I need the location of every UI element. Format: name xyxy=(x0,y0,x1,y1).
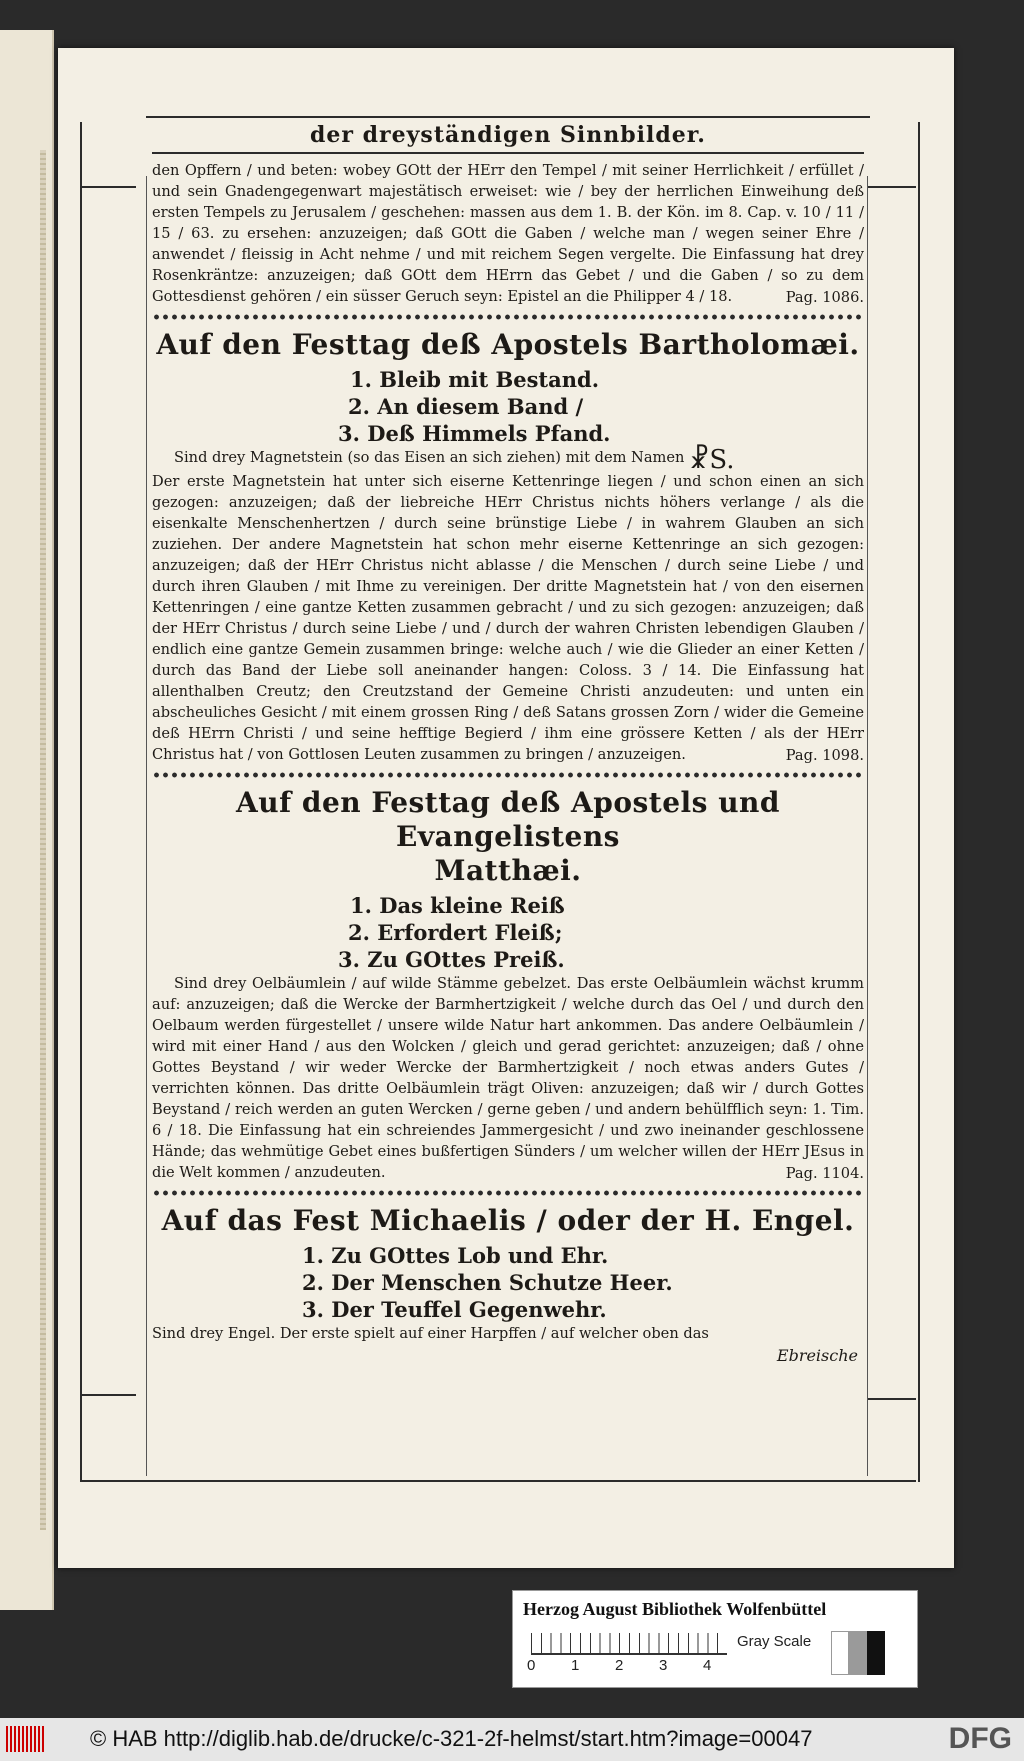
frame-mark xyxy=(868,1398,916,1400)
color-calibration-bar xyxy=(512,1590,918,1688)
adjacent-page-edge xyxy=(0,30,54,1610)
motto-line: 2. An diesem Band / xyxy=(348,394,584,419)
ruler-base xyxy=(531,1653,727,1655)
gray-swatch-white xyxy=(831,1631,849,1675)
ornament-divider xyxy=(152,770,864,780)
frame-mark xyxy=(80,1394,136,1396)
ruler-tick: 0 xyxy=(527,1657,536,1674)
motto-line: 1. Bleib mit Bestand. xyxy=(350,367,600,392)
motto-line: 3. Deß Himmels Pfand. xyxy=(338,421,611,446)
page-edge-texture xyxy=(40,150,46,1530)
ornament-divider xyxy=(152,1188,864,1198)
motto-line: 1. Zu GOttes Lob und Ehr. xyxy=(302,1243,609,1268)
section1-title: Auf den Festtag deß Apostels Bartholomæi. xyxy=(156,328,860,361)
section2-title-cont: Matthæi. xyxy=(434,854,582,887)
source-url[interactable]: © HAB http://diglib.hab.de/drucke/c-321-2f-helmst/start.htm?image=00047 xyxy=(90,1726,813,1751)
motto-line: 3. Zu GOttes Preiß. xyxy=(338,947,565,972)
page-reference: Pag. 1086. xyxy=(785,289,864,306)
ruler-tick: 4 xyxy=(703,1657,712,1674)
frame-mark xyxy=(80,186,136,188)
page-content xyxy=(152,116,864,1365)
header-rule xyxy=(146,116,870,118)
scanned-page xyxy=(58,48,954,1568)
dfg-logo: DFG xyxy=(948,1722,1012,1755)
ornament-divider xyxy=(152,312,864,322)
library-name: Herzog August Bibliothek Wolfenbüttel xyxy=(523,1599,827,1619)
gray-swatch-mid xyxy=(849,1631,867,1675)
section1-intro-text: Sind drey Magnetstein (so das Eisen an sich ziehen) mit dem Namen xyxy=(174,449,685,466)
gray-scale-label: Gray Scale xyxy=(737,1633,812,1650)
section1-text: Der erste Magnetstein hat unter sich eiserne Kettenringe liegen / und schon einen an sich gezogen: anzuzeigen; daß der liebreiche HErr Christus nichts höhers verlange / als die eisenkalte Menschenhertzen / durch seine brünstige Liebe / in wahrem Glauben an sich zuziehen. Der andere Magnetstein hat schon mehr eiserne Kettenringe an sich gezogen: anzuzeigen; daß der HErr Christus nicht ablasse / die Menschen / durch seine Liebe / und durch ihren Glauben / mit Ihme zu vereinigen. Der dritte Magnetstein hat / von den eisernen Kettenringen / eine gantze Ketten zusammen gebracht / und zu sich gezogen: anzuzeigen; daß der HErr Christus / durch seine Liebe / und / durch der wahren Christen lebendigen Glauben / endlich eine gantze Gemein zusammen bringe: welche auch / wie die Glieder an einer Ketten / durch das Band der Liebe soll aneinander hangen: Coloss. 3 / 14. Die Einfassung hat allenthalben Creutz; den Creutzstand der Gemeine Christi anzudeuten: und unten ein abscheuliches Gesicht / mit einem grossen Ring / deß Satans grossen Zorn / wider die Gemeine deß HErrn Christi / und seine hefftige Begierd / ihm eine grössere Ketten / als der HErr Christus hat / von Gottlosen Leuten zusammen zu bringen / anzuzeigen. xyxy=(152,473,864,763)
catchword: Ebreische xyxy=(776,1346,858,1365)
section0-text: den Opffern / und beten: wobey GOtt der HErr den Tempel / mit seiner Herrlichkeit / erfüllet / und sein Gnadengegenwart majestätisch erweiset: wie / bey der herrlichen Einweihung deß ersten Tempels zu Jerusalem / geschehen: massen aus dem 1. B. der Kön. im 8. Cap. v. 10 / 11 / 15 / 63. zu ersehen: anzuzeigen; daß GOtt die Gaben / welche man / wegen seiner Ehre / anwendet / fleissig in Acht nehme / und mit reichem Segen vergelte. Die Einfassung hat drey Rosenkräntze: anzuzeigen; daß GOtt dem HErrn das Gebet / und die Gaben / so zu dem Gottesdienst gehören / ein süsser Geruch seyn: Epistel an die Philipper 4 / 18. xyxy=(152,162,864,305)
section2-title: Auf den Festtag deß Apostels und Evangelistens xyxy=(236,786,780,853)
section3-title: Auf das Fest Michaelis / oder der H. Engel. xyxy=(161,1204,855,1237)
ruler-scale xyxy=(531,1633,727,1653)
ruler-tick: 2 xyxy=(615,1657,624,1674)
motto-line: 2. Der Menschen Schutze Heer. xyxy=(302,1270,673,1295)
motto-line: 3. Der Teuffel Gegenwehr. xyxy=(302,1297,607,1322)
bottom-rule xyxy=(80,1480,916,1482)
page-reference: Pag. 1104. xyxy=(785,1165,864,1182)
motto-line: 2. Erfordert Fleiß; xyxy=(348,920,563,945)
ruler-tick: 3 xyxy=(659,1657,668,1674)
chi-rho-symbol: ☧S. xyxy=(689,445,735,475)
section3-text: Sind drey Engel. Der erste spielt auf einer Harpffen / auf welcher oben das xyxy=(152,1325,709,1342)
running-header: der dreyständigen Sinnbilder. xyxy=(310,122,706,148)
frame-mark xyxy=(868,186,916,188)
footer-bar xyxy=(0,1718,1024,1761)
ruler-tick: 1 xyxy=(571,1657,580,1674)
motto-line: 1. Das kleine Reiß xyxy=(350,893,565,918)
barcode-icon xyxy=(6,1726,46,1752)
page-reference: Pag. 1098. xyxy=(785,747,864,764)
section1-intro xyxy=(152,445,864,475)
section2-text: Sind drey Oelbäumlein / auf wilde Stämme gebelzet. Das erste Oelbäumlein wächst krumm auf: anzuzeigen; daß die Wercke der Barmhertzigkeit / welche durch das Oel / und durch den Oelbaum werden fürgestellet / unsere wilde Natur hart ankommen. Das andere Oelbäumlein / wird mit einer Hand / aus den Wolcken / gleich und gerad gerichtet: anzuzeigen; daß / ohne Gottes Beystand / wir weder Wercke der Barmhertzigkeit / noch etwas anders Gutes / verrichten können. Das dritte Oelbäumlein trägt Oliven: anzuzeigen; daß wir / durch Gottes Beystand / reich werden an guten Wercken / gerne geben / und andern behülfflich seyn: 1. Tim. 6 / 18. Die Einfassung hat ein schreiendes Jammergesicht / und zwo ineinander geschlossene Hände; das wehmütige Gebet eines bußfertigen Sünders / um welcher willen der HErr JEsus in die Welt kommen / anzudeuten. xyxy=(152,975,864,1181)
header-rule xyxy=(152,152,864,154)
gray-swatch-black xyxy=(867,1631,885,1675)
